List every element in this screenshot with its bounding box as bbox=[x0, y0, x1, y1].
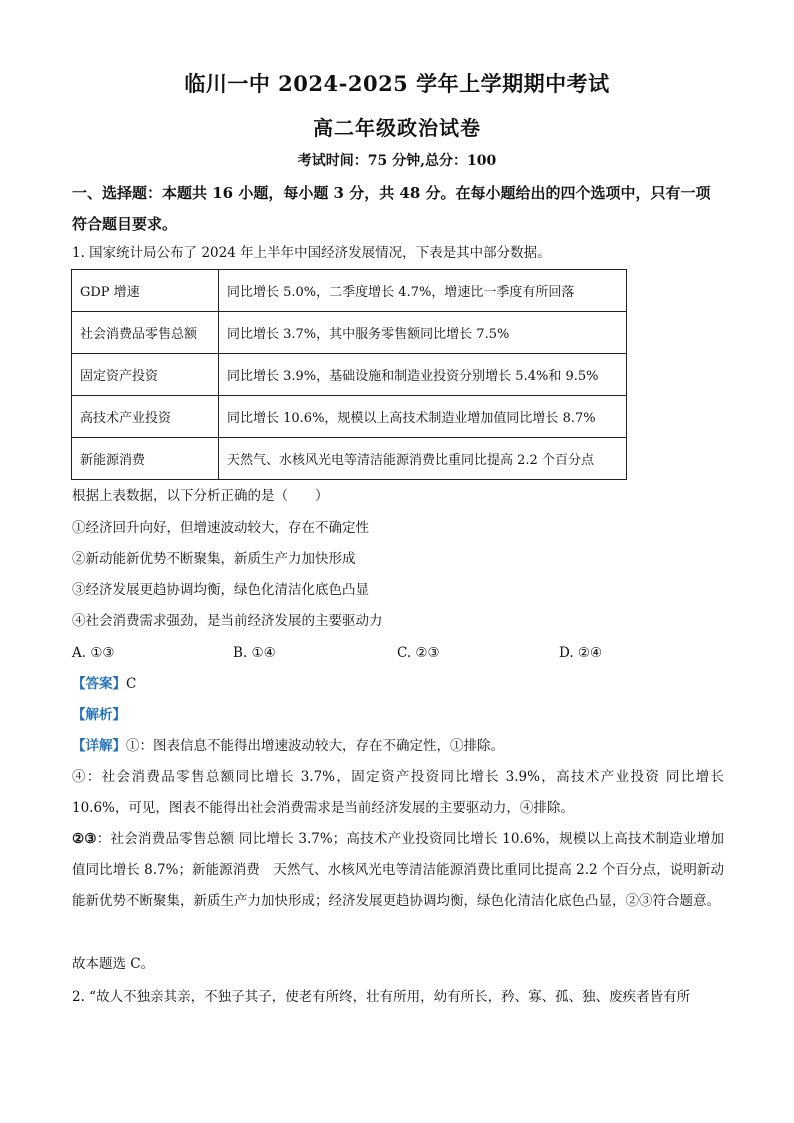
question-1-stem: 1. 国家统计局公布了 2024 年上半年中国经济发展情况，下表是其中部分数据。 bbox=[72, 245, 551, 261]
table-row-label: 社会消费品零售总额 bbox=[72, 312, 219, 354]
option-c[interactable]: C. ②③ bbox=[397, 645, 440, 661]
table-row-value: 天然气、水核风光电等清洁能源消费比重同比提高 2.2 个百分点 bbox=[219, 438, 627, 480]
option-b[interactable]: B. ①④ bbox=[233, 645, 276, 661]
detail-text-3: ：社会消费品零售总额 同比增长 3.7%；高技术产业投资同比增长 10.6%，规模以上高技术制造业增加值同比增长 8.7%；新能源消费 天然气、水核风光电等清洁能源消费比重同比提高 2.2 个百分点，说明新动能新优势不断聚集，新质生产力加快形成；经济发展更趋协调均衡，绿色化清洁化底色凸显，②③符合题意。 bbox=[72, 831, 724, 909]
analysis-line bbox=[72, 705, 126, 725]
answer-tag: 【答案】 bbox=[72, 676, 126, 692]
detail-paragraph-2: ④：社会消费品零售总额同比增长 3.7%，固定资产投资同比增长 3.9%，高技术产业投资 同比增长 10.6%，可见，图表不能得出社会消费需求是当前经济发展的主要驱动力，④排除。 bbox=[72, 769, 724, 816]
table-row bbox=[72, 270, 627, 312]
table-row-label: 固定资产投资 bbox=[72, 354, 219, 396]
exam-subtitle: 高二年级政治试卷 bbox=[313, 116, 481, 140]
detail-text-1: ①：图表信息不能得出增速波动较大，存在不确定性，①排除。 bbox=[126, 738, 504, 754]
table-row-label: 新能源消费 bbox=[72, 438, 219, 480]
table-row bbox=[72, 354, 627, 396]
table-row-value: 同比增长 5.0%，二季度增长 4.7%，增速比一季度有所回落 bbox=[219, 270, 627, 312]
detail-tag: 【详解】 bbox=[72, 738, 126, 754]
question-2-stem: 2. “故人不独亲其亲，不独子其子，使老有所终，壮有所用，幼有所长，矜、寡、孤、独、废疾者皆有所 bbox=[72, 989, 691, 1005]
detail-paragraph-1 bbox=[72, 731, 724, 762]
conclusion: 故本题选 C。 bbox=[72, 956, 155, 972]
table-row-value: 同比增长 3.7%，其中服务零售额同比增长 7.5% bbox=[219, 312, 627, 354]
answer-line bbox=[72, 674, 136, 694]
option-d[interactable]: D. ②④ bbox=[559, 645, 603, 661]
table-row bbox=[72, 312, 627, 354]
table-row-value: 同比增长 10.6%，规模以上高技术制造业增加值同比增长 8.7% bbox=[219, 396, 627, 438]
detail-3-label: ②③ bbox=[72, 831, 97, 847]
exam-meta: 考试时间：75 分钟,总分：100 bbox=[297, 153, 497, 169]
statement-item: ①经济回升向好，但增速波动较大，存在不确定性 bbox=[72, 520, 369, 536]
table-row-label: GDP 增速 bbox=[72, 270, 219, 312]
data-table bbox=[71, 269, 627, 480]
option-a[interactable]: A. ①③ bbox=[72, 645, 115, 661]
table-row bbox=[72, 438, 627, 480]
statement-item: ③经济发展更趋协调均衡，绿色化清洁化底色凸显 bbox=[72, 582, 369, 598]
analysis-tag: 【解析】 bbox=[72, 707, 126, 723]
table-row bbox=[72, 396, 627, 438]
table-row-label: 高技术产业投资 bbox=[72, 396, 219, 438]
exam-title: 临川一中 2024-2025 学年上学期期中考试 bbox=[184, 71, 610, 96]
detail-paragraph-3 bbox=[72, 824, 724, 917]
answer-value: C bbox=[126, 676, 137, 692]
question-1-prompt: 根据上表数据，以下分析正确的是（ ） bbox=[72, 488, 329, 504]
statement-item: ④社会消费需求强劲，是当前经济发展的主要驱动力 bbox=[72, 613, 383, 629]
table-row-value: 同比增长 3.9%，基础设施和制造业投资分别增长 5.4%和 9.5% bbox=[219, 354, 627, 396]
statement-item: ②新动能新优势不断聚集，新质生产力加快形成 bbox=[72, 551, 356, 567]
section-heading: 一、选择题：本题共 16 小题，每小题 3 分，共 48 分。在每小题给出的四个选项中，只有一项符合题目要求。 bbox=[72, 184, 711, 233]
